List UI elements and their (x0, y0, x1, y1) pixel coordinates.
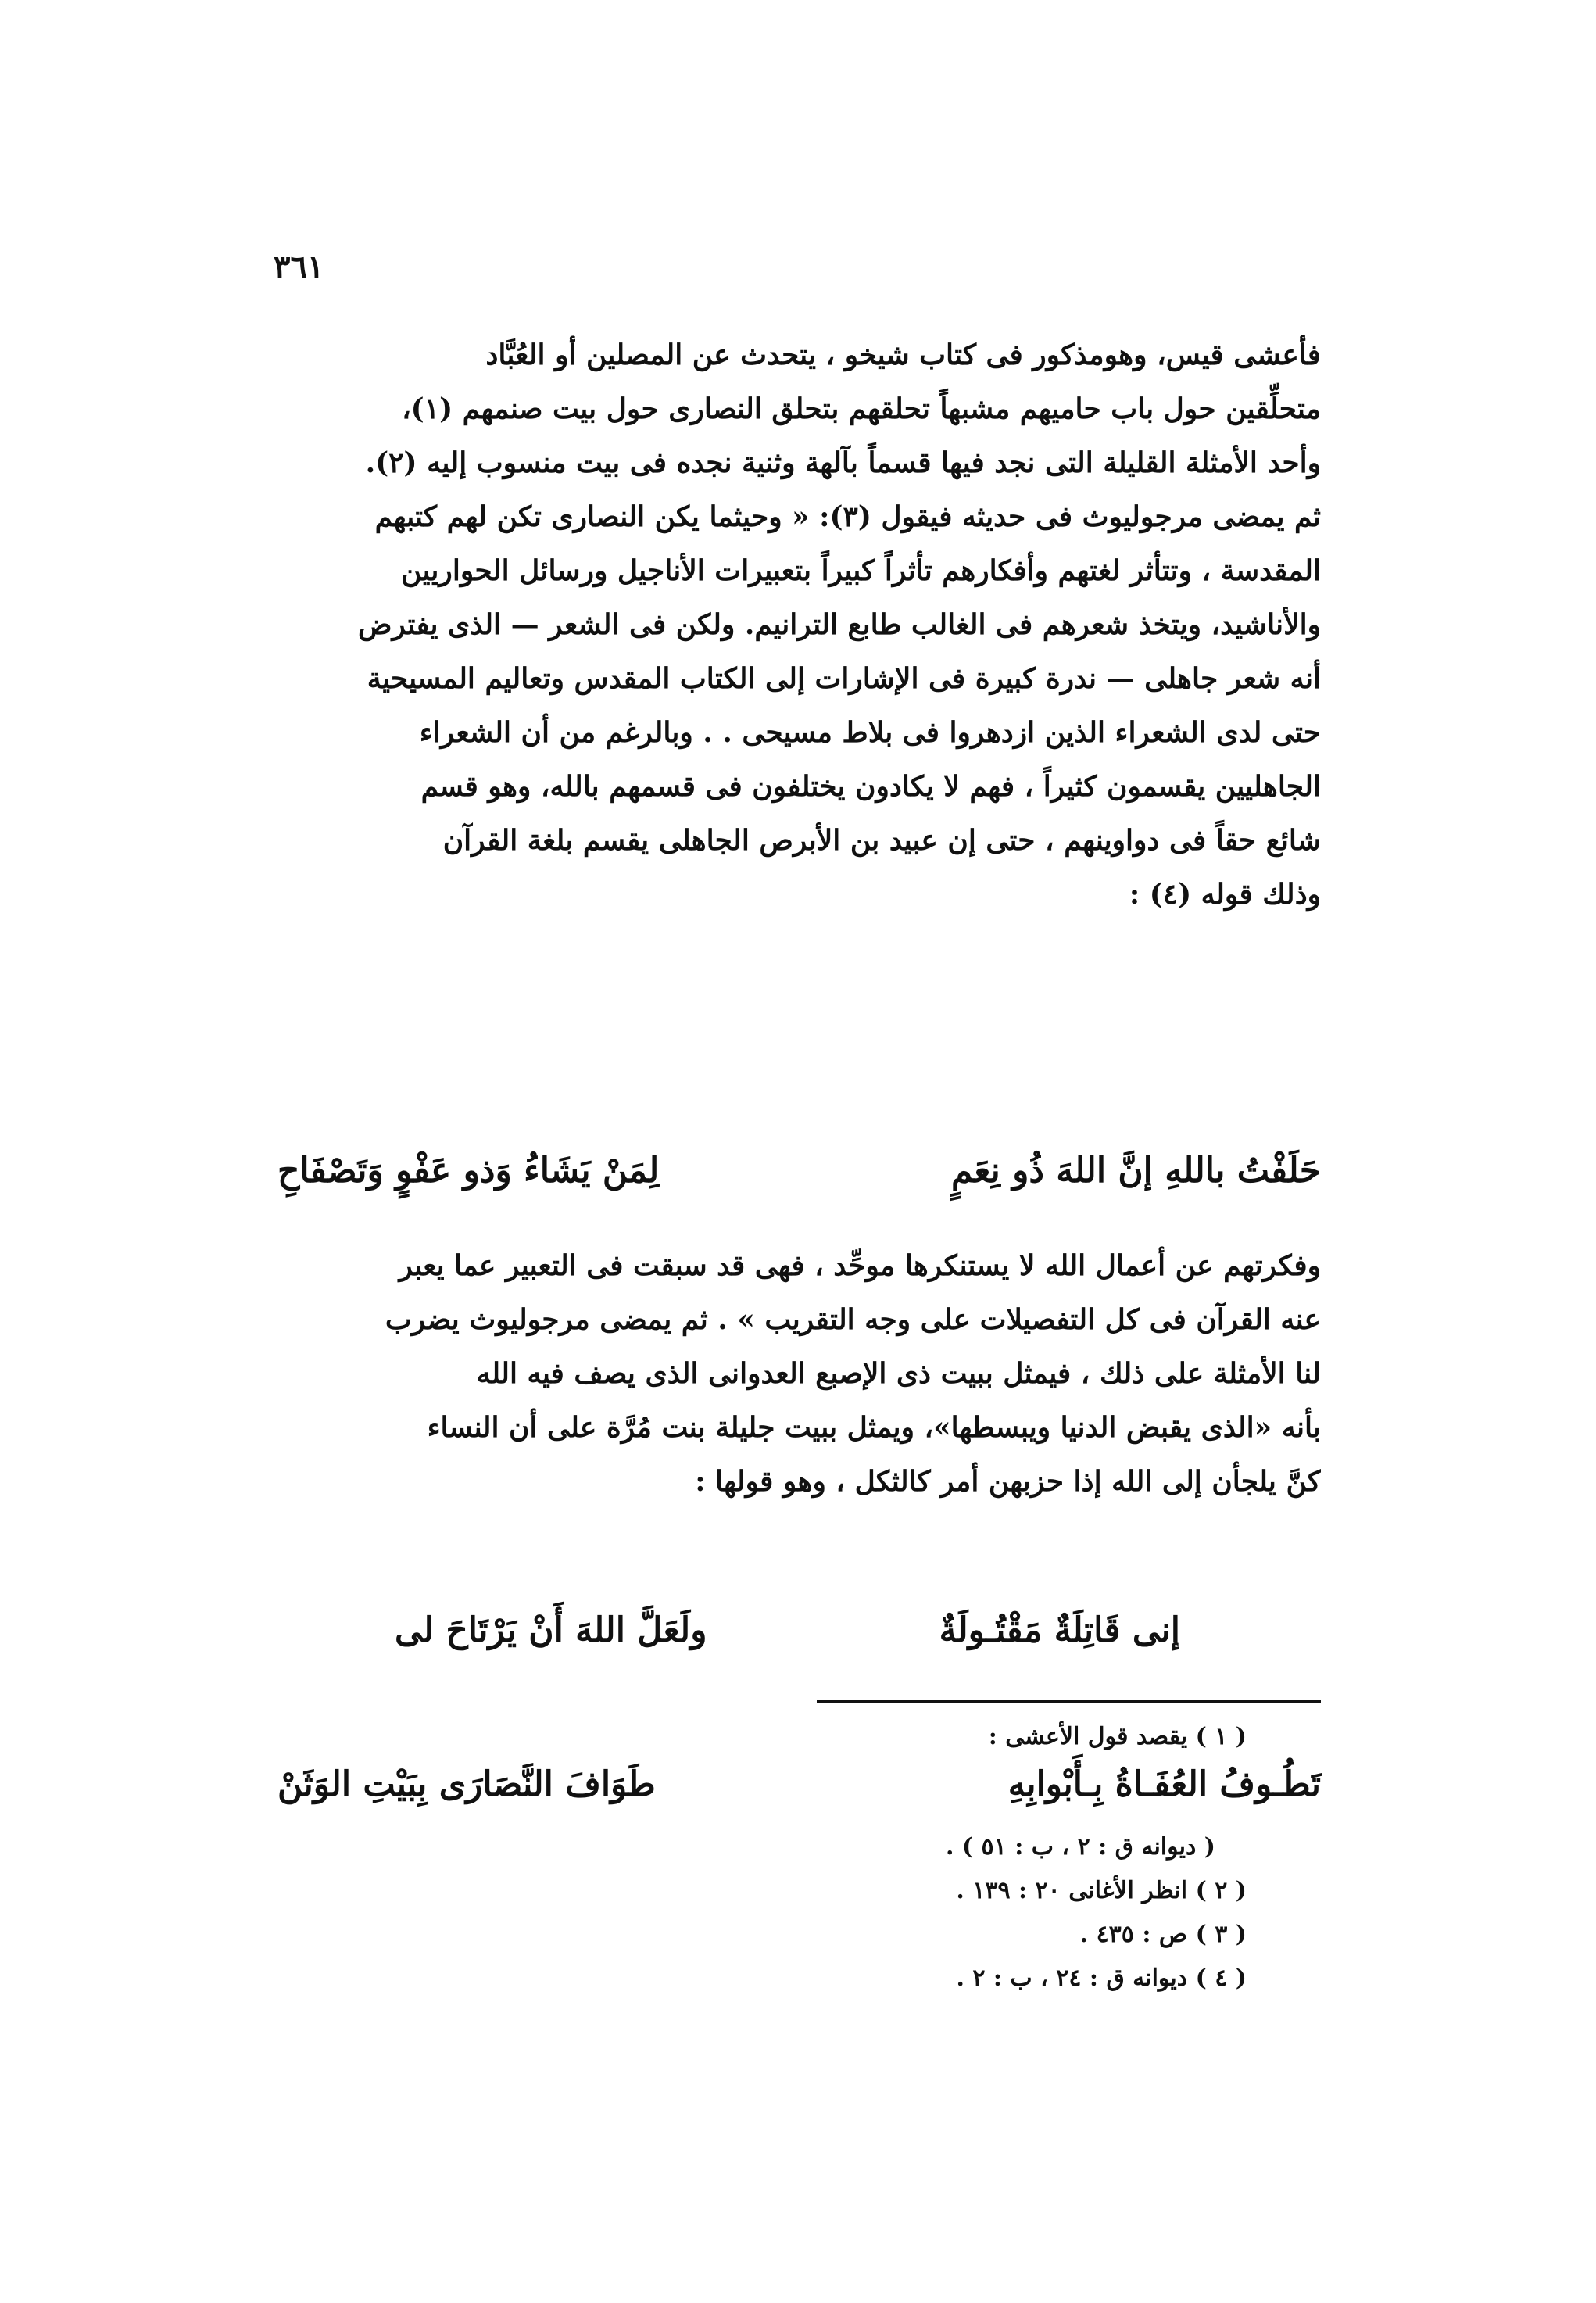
footnote-1-reference: ( ديوانه ق : ٢ ، ب : ٥١ ) . (946, 1833, 1215, 1861)
text-line: كنَّ يلجأن إلى الله إذا حزبهن أمر كالثكل ، وهو قولها : (695, 1465, 1321, 1498)
text-line: متحلِّقين حول باب حاميهم مشبهاً تحلقهم بتحلق النصارى حول بيت صنمهم (١)، (402, 392, 1321, 425)
footnote-3: ( ٣ ) ص : ٤٣٥ . (1079, 1921, 1247, 1948)
text-line: وذلك قوله (٤) : (1129, 878, 1321, 911)
footnote-1-intro: ( ١ ) يقصد قول الأعشى : (988, 1723, 1247, 1750)
text-line: والأناشيد، ويتخذ شعرهم فى الغالب طابع الترانيم. ولكن فى الشعر — الذى يفترض (358, 608, 1321, 641)
verse-1-first-hemistich: حَلَفْتُ باللهِ إنَّ اللهَ ذُو نِعَمٍ (951, 1151, 1321, 1191)
verse-1-second-hemistich: لِمَنْ يَشَاءُ وَذو عَفْوٍ وَتَصْفَاحِ (277, 1151, 660, 1191)
verse-1 (277, 1151, 1321, 1221)
text-line: ثم يمضى مرجوليوث فى حديثه فيقول (٣): « وحيثما يكن النصارى تكن لهم كتبهم (374, 500, 1321, 533)
footnote-4: ( ٤ ) ديوانه ق : ٢٤ ، ب : ٢ . (956, 1965, 1247, 1992)
footnote-2: ( ٢ ) انظر الأغانى ٢٠ : ١٣٩ . (956, 1877, 1247, 1904)
text-line: عنه القرآن فى كل التفصيلات على وجه التقريب » . ثم يمضى مرجوليوث يضرب (385, 1303, 1321, 1336)
footnote-divider (817, 1700, 1321, 1703)
paragraph-2 (277, 1239, 1321, 1509)
verse-2-first-hemistich: إنى قَاتِلَةٌ مَقْتُـولَةٌ (939, 1610, 1180, 1650)
text-line: حتى لدى الشعراء الذين ازدهروا فى بلاط مسيحى . . وبالرغم من أن الشعراء (419, 716, 1321, 749)
verse-2-second-hemistich: ولَعَلَّ اللهَ أَنْ يَرْتَاحَ لى (395, 1610, 707, 1650)
text-line: المقدسة ، وتتأثر لغتهم وأفكارهم تأثراً كبيراً بتعبيرات الأناجيل ورسائل الحواريين (401, 554, 1321, 587)
text-line: وفكرتهم عن أعمال الله لا يستنكرها موحِّد ، فهى قد سبقت فى التعبير عما يعبر (399, 1249, 1321, 1282)
text-line: وأحد الأمثلة القليلة التى نجد فيها قسماً بآلهة وثنية نجده فى بيت منسوب إليه (٢). (365, 446, 1321, 479)
text-line: الجاهليين يقسمون كثيراً ، فهم لا يكادون يختلفون فى قسمهم بالله، وهو قسم (420, 770, 1321, 803)
footnote-1-verse (277, 1758, 1321, 1825)
verse-2 (277, 1610, 1321, 1681)
text-line: أنه شعر جاهلى — ندرة كبيرة فى الإشارات إلى الكتاب المقدس وتعاليم المسيحية (367, 662, 1321, 695)
paragraph-1 (277, 328, 1321, 922)
text-line: بأنه «الذى يقبض الدنيا ويبسطها»، ويمثل ببيت جليلة بنت مُرَّة على أن النساء (427, 1411, 1321, 1444)
page-number: ٣٦١ (274, 249, 324, 285)
footnote-1-first-hemistich: تَطُـوفُ العُفَـاةُ بِـأَبْوابِهِ (1007, 1764, 1321, 1804)
footnotes (277, 1716, 1321, 2000)
footnote-1-second-hemistich: طَوَافَ النَّصَارَى بِبَيْتِ الوَثَنْ (277, 1764, 656, 1804)
text-line: شائع حقاً فى دواوينهم ، حتى إن عبيد بن الأبرص الجاهلى يقسم بلغة القرآن (442, 824, 1321, 857)
text-line: فأعشى قيس، وهومذكور فى كتاب شيخو ، يتحدث عن المصلين أو العُبَّاد (485, 338, 1321, 371)
text-line: لنا الأمثلة على ذلك ، فيمثل ببيت ذى الإصبع العدوانى الذى يصف فيه الله (476, 1357, 1321, 1390)
